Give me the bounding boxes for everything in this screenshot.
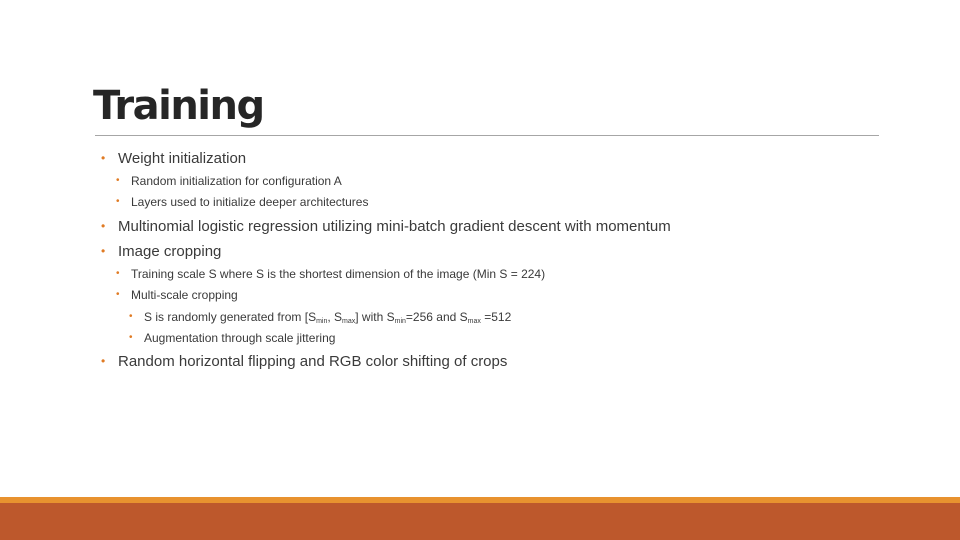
bullet-dot-icon: • — [129, 311, 133, 322]
bullet-image-cropping — [101, 243, 222, 261]
bullet-dot-icon: • — [101, 151, 106, 165]
bullet-text: Multinomial logistic regression utilizing mini-batch gradient descent with momentum — [118, 218, 671, 235]
bullet-dot-icon: • — [116, 196, 120, 207]
bullet-dot-icon: • — [129, 332, 133, 343]
bullet-text: Multi-scale cropping — [131, 288, 238, 302]
footer-band — [0, 503, 960, 540]
bullet-text: S is randomly generated from [$S_{min}$, $S_{max}$] with $S_{min}=256$ and $S_{max} =512$ — [144, 310, 512, 325]
bullet-weight-initialization — [101, 150, 247, 168]
bullet-text: Image cropping — [118, 243, 222, 260]
bullet-dot-icon: • — [101, 244, 106, 258]
bullet-random-flipping — [101, 353, 508, 371]
bullet-dot-icon: • — [101, 354, 106, 368]
bullet-training-scale — [116, 267, 546, 282]
bullet-text: Weight initialization — [118, 150, 247, 167]
bullet-text: Layers used to initialize deeper architectures — [131, 195, 369, 209]
bullet-multinomial-regression — [101, 218, 671, 236]
slide-title: Training — [93, 83, 264, 129]
bullet-layers-used — [116, 195, 369, 210]
bullet-dot-icon: • — [116, 175, 120, 186]
bullet-text: Augmentation through scale jittering — [144, 331, 336, 345]
bullet-text: Random initialization for configuration A — [131, 174, 342, 188]
bullet-dot-icon: • — [116, 289, 120, 300]
bullet-dot-icon: • — [116, 268, 120, 279]
bullet-augmentation — [129, 331, 336, 346]
bullet-text: Random horizontal flipping and RGB color shifting of crops — [118, 353, 508, 370]
bullet-multi-scale-cropping — [116, 288, 238, 303]
bullet-dot-icon: • — [101, 219, 106, 233]
bullet-s-random — [129, 310, 512, 325]
bullet-random-initialization — [116, 174, 342, 189]
bullet-text: Training scale S where S is the shortest dimension of the image (Min S = 224) — [131, 267, 546, 281]
